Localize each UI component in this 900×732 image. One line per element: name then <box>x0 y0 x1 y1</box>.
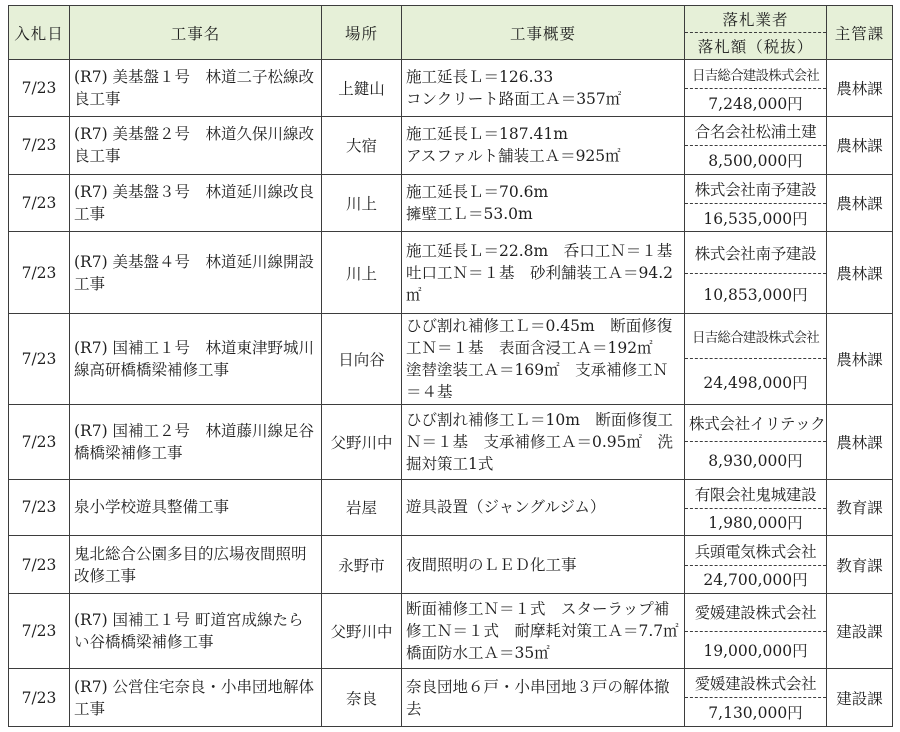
location: 大宿 <box>322 116 402 174</box>
location: 父野川中 <box>322 404 402 479</box>
division: 教育課 <box>827 479 893 536</box>
header-amount: 落札額（税抜） <box>685 33 827 60</box>
division: 農林課 <box>827 404 893 479</box>
project-name: (R7) 美基盤２号 林道久保川線改良工事 <box>70 116 322 174</box>
table-body <box>9 60 893 727</box>
project-name: (R7) 美基盤１号 林道二子松線改良工事 <box>70 60 322 117</box>
bid-date: 7/23 <box>9 174 70 232</box>
project-name: (R7) 国補工２号 林道藤川線足谷橋橋梁補修工事 <box>70 404 322 479</box>
table-row <box>9 174 893 203</box>
summary: 奈良団地６戸・小串団地３戸の解体撤去 <box>402 669 685 727</box>
division: 農林課 <box>827 174 893 232</box>
bid-amount: 19,000,000円 <box>685 631 827 669</box>
summary <box>402 60 685 117</box>
bid-amount: 24,498,000円 <box>685 359 827 404</box>
table-row <box>9 232 893 274</box>
project-name: (R7) 美基盤４号 林道延川線開設工事 <box>70 232 322 314</box>
summary: ひび割れ補修工Ｌ＝10m 断面修復工Ｎ＝１基 支承補修工Ａ＝0.95㎡ 洗掘対策工1式 <box>402 404 685 479</box>
location: 川上 <box>322 232 402 314</box>
summary-line: 施工延長Ｌ＝126.33 <box>406 67 554 86</box>
table-row <box>9 404 893 442</box>
table-row <box>9 669 893 698</box>
bid-date: 7/23 <box>9 314 70 404</box>
header-date: 入札日 <box>9 6 70 60</box>
summary: ひび割れ補修工Ｌ＝0.45m 断面修復工Ｎ＝１基 表面含浸工Ａ＝192㎡ 塗替塗装工Ａ＝169㎡ 支承補修工Ｎ＝４基 <box>402 314 685 404</box>
summary-line: コンクリート路面工Ａ＝357㎡ <box>406 89 622 108</box>
bid-amount: 24,700,000円 <box>685 565 827 593</box>
project-name: 鬼北総合公園多目的広場夜間照明改修工事 <box>70 536 322 594</box>
bid-date: 7/23 <box>9 232 70 314</box>
header-summary: 工事概要 <box>402 6 685 60</box>
division: 教育課 <box>827 536 893 594</box>
bid-amount: 10,853,000円 <box>685 273 827 314</box>
division: 建設課 <box>827 669 893 727</box>
bid-amount: 16,535,000円 <box>685 203 827 231</box>
header-division: 主管課 <box>827 6 893 60</box>
bid-amount: 7,248,000円 <box>685 89 827 116</box>
division: 建設課 <box>827 594 893 669</box>
bid-date: 7/23 <box>9 669 70 727</box>
summary-line: アスファルト舗装工Ａ＝925㎡ <box>406 147 621 166</box>
project-name: (R7) 国補工１号 林道東津野城川線高研橋橋梁補修工事 <box>70 314 322 404</box>
project-name: (R7) 美基盤３号 林道延川線改良工事 <box>70 174 322 232</box>
bid-amount: 8,500,000円 <box>685 146 827 174</box>
bid-date: 7/23 <box>9 536 70 594</box>
summary: 遊具設置（ジャングルジム） <box>402 479 685 536</box>
location: 日向谷 <box>322 314 402 404</box>
summary: 夜間照明のＬＥＤ化工事 <box>402 536 685 594</box>
summary-line: 施工延長Ｌ＝70.6m <box>406 182 549 201</box>
summary: 断面補修工Ｎ＝１式 スターラップ補修工Ｎ＝１式 耐摩耗対策工Ａ＝7.7㎡ 橋面防水工Ａ＝35㎡ <box>402 594 685 669</box>
project-name: (R7) 国補工１号 町道宮成線たらい谷橋橋梁補修工事 <box>70 594 322 669</box>
project-name: 泉小学校遊具整備工事 <box>70 479 322 536</box>
location: 永野市 <box>322 536 402 594</box>
winning-bidder: 株式会社南予建設 <box>685 174 827 203</box>
bid-date: 7/23 <box>9 116 70 174</box>
location: 岩屋 <box>322 479 402 536</box>
bid-date: 7/23 <box>9 404 70 479</box>
winning-bidder: 株式会社イリテック <box>685 404 827 442</box>
winning-bidder: 愛媛建設株式会社 <box>685 594 827 632</box>
winning-bidder: 兵頭電気株式会社 <box>685 536 827 565</box>
bid-amount: 1,980,000円 <box>685 508 827 535</box>
division: 農林課 <box>827 60 893 117</box>
table-header <box>9 6 893 60</box>
bid-date: 7/23 <box>9 60 70 117</box>
winning-bidder: 株式会社南予建設 <box>685 232 827 274</box>
bid-results-table <box>8 5 893 727</box>
winning-bidder: 日吉総合建設株式会社 <box>685 60 827 89</box>
bid-amount: 7,130,000円 <box>685 698 827 727</box>
header-place: 場所 <box>322 6 402 60</box>
location: 父野川中 <box>322 594 402 669</box>
winning-bidder: 有限会社鬼城建設 <box>685 479 827 508</box>
header-bidder: 落札業者 <box>685 6 827 33</box>
project-name: (R7) 公営住宅奈良・小串団地解体工事 <box>70 669 322 727</box>
table-row <box>9 479 893 508</box>
bid-amount: 8,930,000円 <box>685 442 827 480</box>
division: 農林課 <box>827 116 893 174</box>
summary <box>402 174 685 232</box>
table-row <box>9 314 893 359</box>
bid-date: 7/23 <box>9 479 70 536</box>
bid-date: 7/23 <box>9 594 70 669</box>
division: 農林課 <box>827 314 893 404</box>
summary-line: 擁壁工Ｌ＝53.0m <box>406 204 533 223</box>
location: 上鍵山 <box>322 60 402 117</box>
winning-bidder: 日吉総合建設株式会社 <box>685 314 827 359</box>
table-row <box>9 116 893 145</box>
table-row <box>9 594 893 632</box>
division: 農林課 <box>827 232 893 314</box>
summary <box>402 116 685 174</box>
winning-bidder: 愛媛建設株式会社 <box>685 669 827 698</box>
table-row <box>9 536 893 565</box>
table-row <box>9 60 893 89</box>
location: 川上 <box>322 174 402 232</box>
summary-line: 施工延長Ｌ＝187.41m <box>406 125 568 144</box>
header-name: 工事名 <box>70 6 322 60</box>
location: 奈良 <box>322 669 402 727</box>
summary: 施工延長Ｌ＝22.8m 呑口工Ｎ＝１基 吐口工Ｎ＝１基 砂利舗装工Ａ＝94.2㎡ <box>402 232 685 314</box>
winning-bidder: 合名会社松浦土建 <box>685 116 827 145</box>
